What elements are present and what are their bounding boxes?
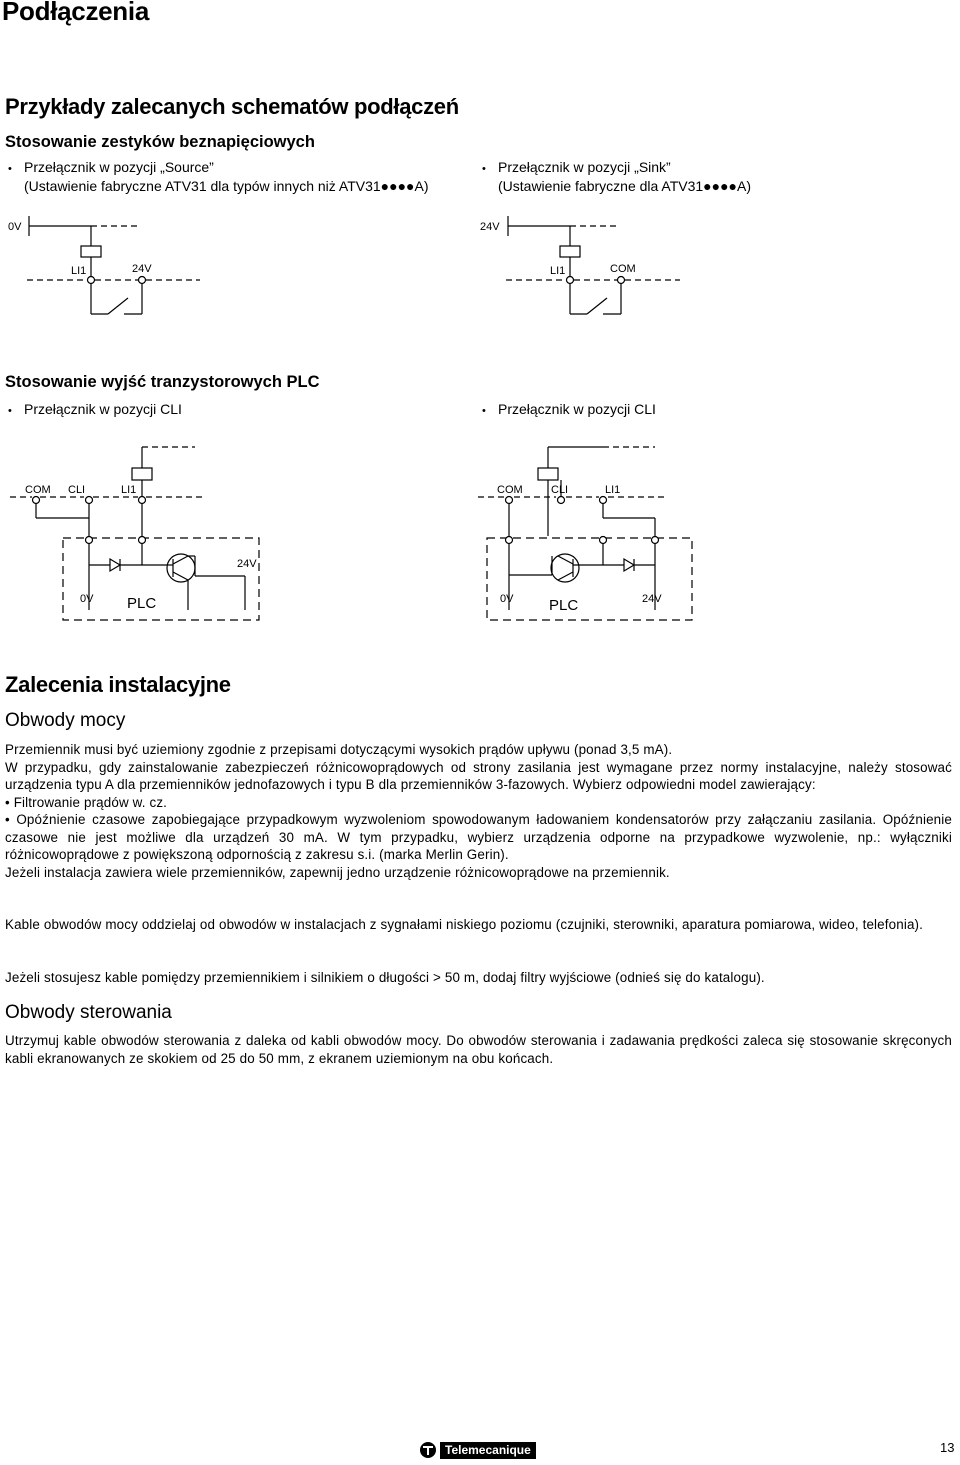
label-cli: CLI (68, 484, 86, 496)
label-com: COM (497, 484, 523, 496)
label-li1: LI1 (71, 265, 87, 277)
label-24v: 24V (237, 558, 257, 570)
brand-logo (420, 1441, 536, 1459)
plc-box (63, 538, 259, 620)
diode-icon (110, 559, 120, 571)
label-24v: 24V (642, 593, 662, 605)
power-paragraph: • Opóźnienie czasowe zapobiegające przypadkowym wyzwoleniom spowodowanym ładowaniem kondensatorów przy załączaniu zasilania. Opóźnienie czasowe nie jest możliwe dla urządzeń 30 mA. W tym przypadku, wybierz urządzenia odporne na przypadkowe wyzwolenie, np.: wyłączniki różnicowoprądowe z powiększoną odpornością z zakresu s.i. (marka Merlin Gerin). (5, 812, 952, 862)
left-bullet-line1: Przełącznik w pozycji „Source” (24, 159, 214, 175)
section-title: Przykłady zalecanych schematów podłączeń (5, 94, 459, 119)
label-plc: PLC (127, 595, 157, 612)
page-number: 13 (940, 1440, 955, 1455)
low-voltage-title: Stosowanie zestyków beznapięciowych (5, 133, 315, 151)
power-cable-separation-text: Kable obwodów mocy oddzielaj od obwodów w instalacjach z sygnałami niskiego poziomu (czujniki, sterowniki, aparatura pomiarowa, wideo, telefonia). (5, 917, 924, 932)
plc-wiring-diagrams (0, 0, 960, 640)
install-title: Zalecenia instalacyjne (5, 672, 231, 697)
label-com: COM (610, 263, 636, 275)
output-filter-text: Jeżeli stosujesz kable pomiędzy przemiennikiem i silnikiem o długości > 50 m, dodaj filtry wyjściowe (odnieś się do katalogu). (5, 970, 765, 985)
label-li1: LI1 (550, 265, 566, 277)
label-0v: 0V (8, 221, 22, 233)
control-circuits-text: Utrzymuj kable obwodów sterowania z daleka od kabli obwodów mocy. Do obwodów sterowania i zadawania prędkości zaleca się stosowanie skręconych kabli ekranowanych ze skokiem od 25 do 50 mm, z ekranem uziemionym na obu końcach. (5, 1033, 952, 1066)
label-cli: CLI (551, 484, 569, 496)
power-paragraph: Jeżeli instalacja zawiera wiele przemienników, zapewnij jedno urządzenie różnicowoprądowe na przemiennik. (5, 864, 670, 880)
power-circuits-title: Obwody mocy (5, 710, 126, 731)
label-24v: 24V (480, 221, 500, 233)
bullet-icon: • (8, 163, 12, 175)
power-paragraph: • Filtrowanie prądów w. cz. (5, 794, 168, 810)
label-0v: 0V (500, 593, 514, 605)
label-li1: LI1 (121, 484, 137, 496)
plc-left-bullet-text: Przełącznik w pozycji CLI (24, 401, 182, 417)
bullet-icon: • (482, 405, 486, 417)
right-bullet-line2: (Ustawienie fabryczne dla ATV31●●●●A) (498, 178, 751, 194)
bullet-icon: • (8, 405, 12, 417)
label-24v: 24V (132, 263, 152, 275)
power-paragraph: W przypadku, gdy zainstalowanie zabezpieczeń różnicowoprądowych od strony zasilania jest wymagane przez normy instalacyjne, należy stosować urządzenia typu A dla przemienników jednofazowych i typu B dla przemienników 3-fazowych. Wybierz odpowiedni model zawierający: (5, 759, 952, 792)
label-li1: LI1 (605, 484, 621, 496)
brand-name: Telemecanique (440, 1442, 536, 1459)
label-com: COM (25, 484, 51, 496)
bullet-icon: • (482, 163, 486, 175)
transistor-icon (167, 554, 195, 582)
label-plc: PLC (549, 597, 579, 614)
page-title: Podłączenia (2, 0, 149, 26)
left-bullet-line2: (Ustawienie fabryczne ATV31 dla typów innych niż ATV31●●●●A) (24, 178, 429, 194)
right-bullet-line1: Przełącznik w pozycji „Sink” (498, 159, 671, 175)
power-paragraph: Przemiennik musi być uziemiony zgodnie z przepisami dotyczącymi wysokich prądów upływu (ponad 3,5 mA). (5, 742, 673, 757)
plc-title: Stosowanie wyjść tranzystorowych PLC (5, 373, 320, 391)
control-circuits-title: Obwody sterowania (5, 1002, 172, 1023)
label-0v: 0V (80, 593, 94, 605)
telemecanique-logo-icon (420, 1442, 436, 1458)
plc-right-bullet-text: Przełącznik w pozycji CLI (498, 401, 656, 417)
power-circuits-text (5, 741, 952, 881)
